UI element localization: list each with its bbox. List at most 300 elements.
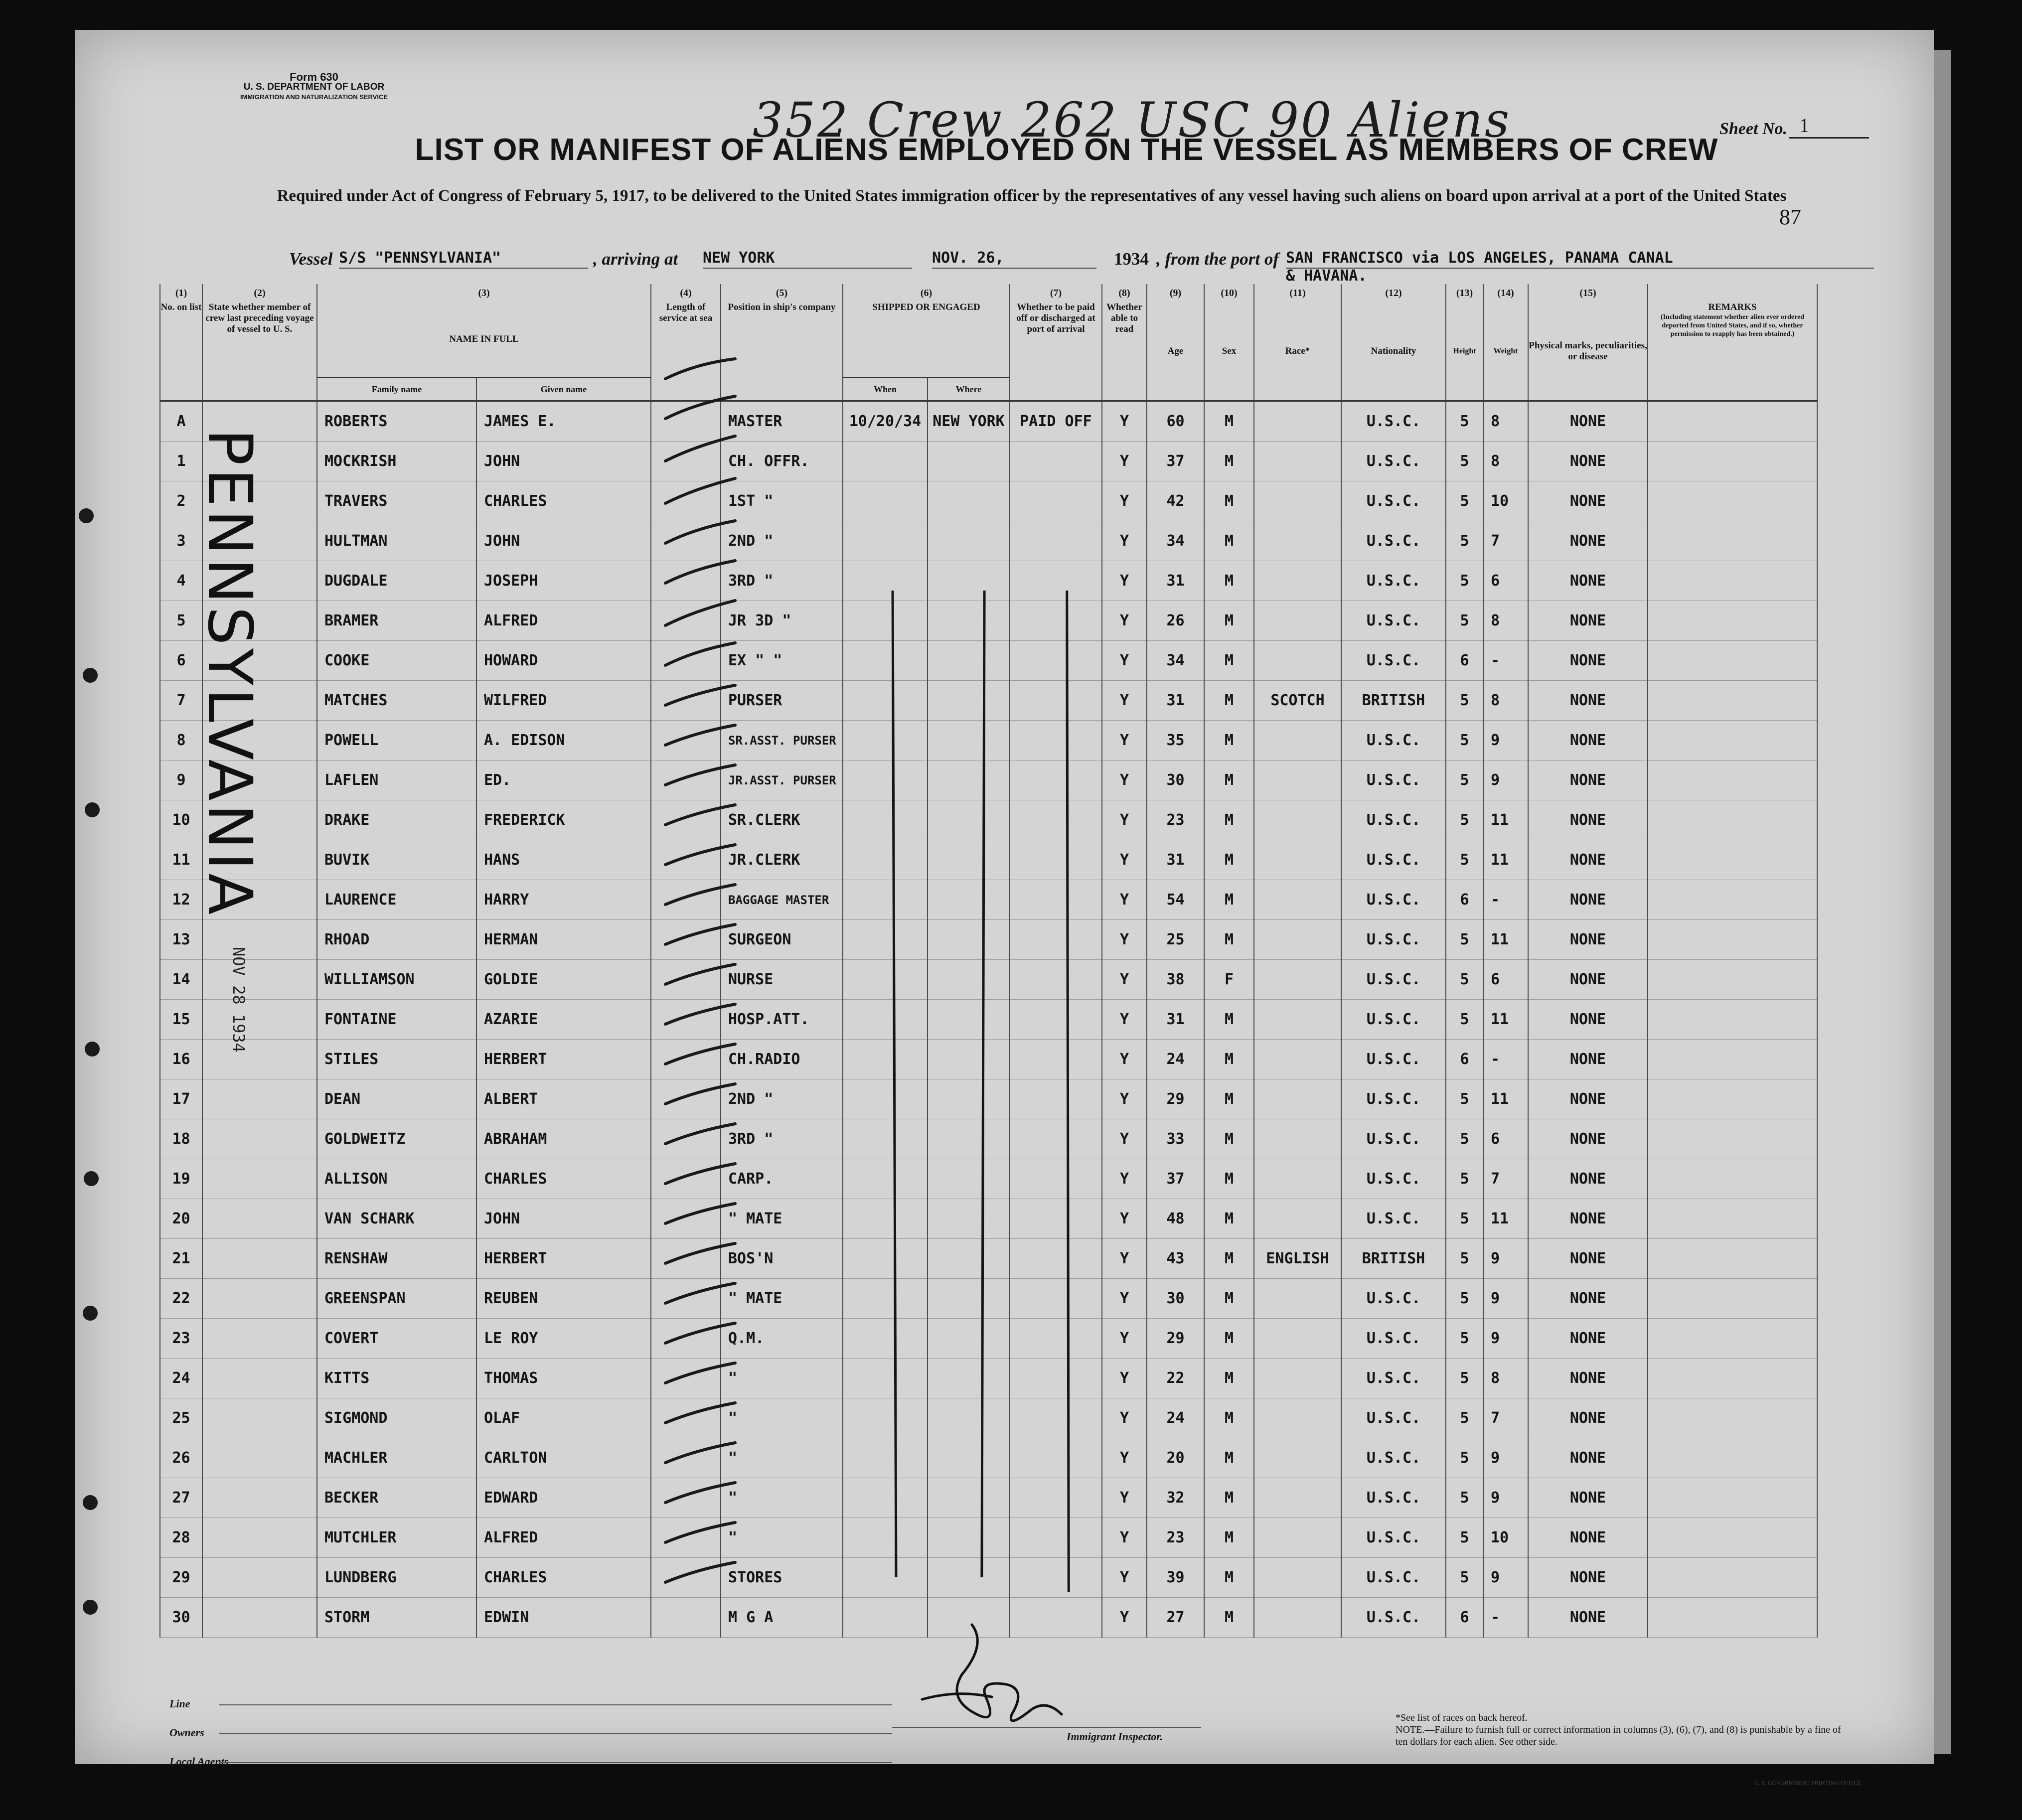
weight: 9: [1483, 1279, 1528, 1319]
header-family-name: Family name: [317, 378, 476, 401]
crew-no: 8: [160, 721, 202, 760]
family-name: MACHLER: [317, 1438, 476, 1478]
remarks: [1648, 1119, 1817, 1159]
position: 3RD ": [721, 1119, 843, 1159]
nationality: U.S.C.: [1341, 1159, 1446, 1199]
shipped-when: [843, 840, 928, 880]
shipped-where: [928, 1000, 1010, 1040]
weight: 9: [1483, 1478, 1528, 1518]
age: 31: [1147, 840, 1204, 880]
physical-marks: NONE: [1528, 1478, 1648, 1518]
col-num: (10): [1204, 284, 1254, 302]
able-read: Y: [1102, 800, 1147, 840]
position: 2ND ": [721, 521, 843, 561]
remarks: [1648, 521, 1817, 561]
height: 6: [1446, 880, 1483, 920]
crew-no: 7: [160, 681, 202, 721]
nationality: U.S.C.: [1341, 1040, 1446, 1079]
weight: 9: [1483, 760, 1528, 800]
crew-row: [160, 561, 1817, 601]
given-name: OLAF: [476, 1398, 651, 1438]
shipped-when: [843, 1119, 928, 1159]
family-name: DUGDALE: [317, 561, 476, 601]
crew-row: [160, 1199, 1817, 1239]
age: 48: [1147, 1199, 1204, 1239]
sex: M: [1204, 920, 1254, 960]
given-name: JAMES E.: [476, 401, 651, 442]
weight: 7: [1483, 1398, 1528, 1438]
race: [1254, 1199, 1341, 1239]
age: 30: [1147, 1279, 1204, 1319]
shipped-where: [928, 641, 1010, 681]
punch-hole: [83, 668, 98, 683]
crew-row: [160, 760, 1817, 800]
shipped-when: [843, 1438, 928, 1478]
state-whether: [202, 1239, 317, 1279]
sex: M: [1204, 521, 1254, 561]
state-whether: [202, 1199, 317, 1239]
service: IMMIGRATION AND NATURALIZATION SERVICE: [240, 93, 388, 101]
crew-row: [160, 960, 1817, 1000]
remarks: [1648, 1239, 1817, 1279]
crew-table-body: [160, 401, 1817, 1638]
crew-row: [160, 481, 1817, 521]
given-name: LE ROY: [476, 1319, 651, 1359]
service-tick-marks: [660, 349, 740, 1625]
state-whether: [202, 1079, 317, 1119]
position: ": [721, 1438, 843, 1478]
height: 5: [1446, 920, 1483, 960]
family-name: COOKE: [317, 641, 476, 681]
position: JR 3D ": [721, 601, 843, 641]
shipped-where: [928, 521, 1010, 561]
position: Q.M.: [721, 1319, 843, 1359]
punch-hole: [83, 1600, 98, 1615]
age: 37: [1147, 442, 1204, 481]
paid-off: [1010, 920, 1102, 960]
crew-row: [160, 641, 1817, 681]
shipped-where: [928, 920, 1010, 960]
sex: M: [1204, 641, 1254, 681]
crew-row: [160, 601, 1817, 641]
age: 43: [1147, 1239, 1204, 1279]
given-name: HOWARD: [476, 641, 651, 681]
shipped-when: [843, 1558, 928, 1598]
shipped-where: [928, 1239, 1010, 1279]
height: 5: [1446, 1518, 1483, 1558]
physical-marks: NONE: [1528, 1558, 1648, 1598]
remarks-title: REMARKS: [1708, 302, 1757, 312]
crew-row: [160, 1319, 1817, 1359]
remarks: [1648, 721, 1817, 760]
crew-manifest-table: [159, 284, 1818, 1638]
age: 32: [1147, 1478, 1204, 1518]
nationality: U.S.C.: [1341, 442, 1446, 481]
given-name: ALFRED: [476, 601, 651, 641]
able-read: Y: [1102, 1319, 1147, 1359]
weight: 7: [1483, 521, 1528, 561]
nationality: U.S.C.: [1341, 1518, 1446, 1558]
nationality: U.S.C.: [1341, 1359, 1446, 1398]
sex: M: [1204, 1518, 1254, 1558]
crew-row: [160, 1438, 1817, 1478]
weight: 7: [1483, 1159, 1528, 1199]
crew-row: [160, 681, 1817, 721]
weight: 11: [1483, 1199, 1528, 1239]
age: 42: [1147, 481, 1204, 521]
race: [1254, 1000, 1341, 1040]
height: 5: [1446, 1239, 1483, 1279]
paid-off: [1010, 840, 1102, 880]
col-num: (12): [1341, 284, 1446, 302]
able-read: Y: [1102, 1438, 1147, 1478]
position: PURSER: [721, 681, 843, 721]
height: 6: [1446, 1598, 1483, 1638]
state-whether: [202, 1279, 317, 1319]
state-whether: [202, 1319, 317, 1359]
remarks: [1648, 840, 1817, 880]
given-name: FREDERICK: [476, 800, 651, 840]
weight: 8: [1483, 681, 1528, 721]
race: [1254, 800, 1341, 840]
shipped-where: [928, 1518, 1010, 1558]
family-name: MATCHES: [317, 681, 476, 721]
age: 34: [1147, 641, 1204, 681]
paid-off: [1010, 960, 1102, 1000]
sex: M: [1204, 1040, 1254, 1079]
age: 54: [1147, 880, 1204, 920]
shipped-where: [928, 681, 1010, 721]
able-read: Y: [1102, 920, 1147, 960]
from-port: SAN FRANCISCO via LOS ANGELES, PANAMA CANAL: [1286, 249, 1874, 269]
owners-label: Owners: [169, 1726, 204, 1739]
height: 5: [1446, 1558, 1483, 1598]
punch-hole: [83, 1495, 98, 1510]
age: 34: [1147, 521, 1204, 561]
able-read: Y: [1102, 1279, 1147, 1319]
crew-row: [160, 840, 1817, 880]
position: STORES: [721, 1558, 843, 1598]
shipped-where: [928, 800, 1010, 840]
position: JR.CLERK: [721, 840, 843, 880]
family-name: ROBERTS: [317, 401, 476, 442]
crew-no: 6: [160, 641, 202, 681]
column-header-row: [160, 302, 1817, 378]
crew-row: [160, 721, 1817, 760]
able-read: Y: [1102, 1398, 1147, 1438]
subtitle: Required under Act of Congress of February 5, 1917, to be delivered to the United States immigration officer by the representatives of any vessel having such aliens on board upon arrival at a port of the United States: [277, 187, 1787, 205]
age: 26: [1147, 601, 1204, 641]
position: 2ND ": [721, 1079, 843, 1119]
able-read: Y: [1102, 1159, 1147, 1199]
height: 5: [1446, 721, 1483, 760]
remarks: [1648, 760, 1817, 800]
remarks: [1648, 1079, 1817, 1119]
crew-no: 30: [160, 1598, 202, 1638]
col-num: (15): [1528, 284, 1648, 302]
punch-hole: [85, 1042, 100, 1057]
nationality: U.S.C.: [1341, 401, 1446, 442]
able-read: Y: [1102, 1040, 1147, 1079]
physical-marks: NONE: [1528, 880, 1648, 920]
crew-no: 27: [160, 1478, 202, 1518]
race: [1254, 1319, 1341, 1359]
crew-no: 3: [160, 521, 202, 561]
race: [1254, 1438, 1341, 1478]
family-name: COVERT: [317, 1319, 476, 1359]
remarks: [1648, 481, 1817, 521]
state-whether: [202, 960, 317, 1000]
race: [1254, 1119, 1341, 1159]
given-name: HANS: [476, 840, 651, 880]
able-read: Y: [1102, 1598, 1147, 1638]
height: 5: [1446, 1279, 1483, 1319]
header-sex: Sex: [1204, 302, 1254, 401]
nationality: U.S.C.: [1341, 1279, 1446, 1319]
physical-marks: NONE: [1528, 800, 1648, 840]
given-name: JOHN: [476, 442, 651, 481]
physical-marks: NONE: [1528, 1040, 1648, 1079]
shipped-when: [843, 442, 928, 481]
family-name: RHOAD: [317, 920, 476, 960]
weight: 11: [1483, 1079, 1528, 1119]
race: [1254, 1359, 1341, 1398]
race: [1254, 561, 1341, 601]
physical-marks: NONE: [1528, 442, 1648, 481]
remarks: [1648, 1359, 1817, 1398]
date-stamp: NOV 28 1934: [229, 947, 248, 1053]
race: [1254, 481, 1341, 521]
sex: M: [1204, 1079, 1254, 1119]
crew-row: [160, 1518, 1817, 1558]
age: 35: [1147, 721, 1204, 760]
race: [1254, 960, 1341, 1000]
paid-off: [1010, 1199, 1102, 1239]
height: 5: [1446, 800, 1483, 840]
race: [1254, 1079, 1341, 1119]
col-num: (5): [721, 284, 843, 302]
sex: M: [1204, 800, 1254, 840]
age: 38: [1147, 960, 1204, 1000]
shipped-when: [843, 920, 928, 960]
race: [1254, 442, 1341, 481]
nationality: BRITISH: [1341, 681, 1446, 721]
from-port-cont: & HAVANA.: [1286, 267, 1367, 285]
physical-marks: NONE: [1528, 760, 1648, 800]
state-whether: [202, 1478, 317, 1518]
weight: 10: [1483, 1518, 1528, 1558]
race: [1254, 401, 1341, 442]
shipped-where: [928, 760, 1010, 800]
family-name: LAURENCE: [317, 880, 476, 920]
paid-off: [1010, 601, 1102, 641]
crew-row: [160, 1119, 1817, 1159]
nationality: U.S.C.: [1341, 760, 1446, 800]
footnote-races: *See list of races on back hereof.: [1396, 1712, 1528, 1723]
physical-marks: NONE: [1528, 1079, 1648, 1119]
remarks: [1648, 1478, 1817, 1518]
position: SR.CLERK: [721, 800, 843, 840]
paid-off: [1010, 1119, 1102, 1159]
crew-row: [160, 1040, 1817, 1079]
sex: M: [1204, 840, 1254, 880]
shipped-where: [928, 1119, 1010, 1159]
remarks: [1648, 1518, 1817, 1558]
paid-off: [1010, 721, 1102, 760]
remarks: [1648, 561, 1817, 601]
shipped-where: [928, 561, 1010, 601]
height: 5: [1446, 521, 1483, 561]
given-name: JOHN: [476, 1199, 651, 1239]
sex: M: [1204, 1119, 1254, 1159]
weight: 6: [1483, 1119, 1528, 1159]
crew-no: 5: [160, 601, 202, 641]
crew-no: 25: [160, 1398, 202, 1438]
sheet-number: 1: [1789, 114, 1869, 139]
age: 24: [1147, 1040, 1204, 1079]
position: ": [721, 1359, 843, 1398]
vessel-label: Vessel: [289, 249, 333, 269]
header-position: Position in ship's company: [721, 302, 843, 401]
position: ": [721, 1518, 843, 1558]
punch-hole: [83, 1306, 98, 1321]
remarks-note: (Including statement whether alien ever ordered deported from United States, and if so, whether permission to reapply has been obtained.): [1660, 313, 1805, 338]
given-name: THOMAS: [476, 1359, 651, 1398]
position: M G A: [721, 1598, 843, 1638]
position: BAGGAGE MASTER: [721, 880, 843, 920]
weight: 9: [1483, 1438, 1528, 1478]
inspector-signature: [912, 1615, 1101, 1744]
weight: 11: [1483, 920, 1528, 960]
height: 5: [1446, 1398, 1483, 1438]
shipped-where: [928, 442, 1010, 481]
state-whether: [202, 1438, 317, 1478]
header-height: Height: [1446, 302, 1483, 401]
able-read: Y: [1102, 840, 1147, 880]
nationality: BRITISH: [1341, 1239, 1446, 1279]
paid-off: [1010, 1239, 1102, 1279]
line-label: Line: [169, 1697, 190, 1710]
sex: M: [1204, 1279, 1254, 1319]
given-name: JOHN: [476, 521, 651, 561]
given-name: ABRAHAM: [476, 1119, 651, 1159]
shipped-where: [928, 1159, 1010, 1199]
shipped-when: [843, 641, 928, 681]
page-mark: 87: [1779, 205, 1801, 229]
paid-off: [1010, 1518, 1102, 1558]
height: 5: [1446, 1079, 1483, 1119]
remarks: [1648, 1558, 1817, 1598]
race: [1254, 1558, 1341, 1598]
able-read: Y: [1102, 681, 1147, 721]
physical-marks: NONE: [1528, 681, 1648, 721]
paid-off: PAID OFF: [1010, 401, 1102, 442]
crew-no: 9: [160, 760, 202, 800]
paid-off: [1010, 1438, 1102, 1478]
header-nationality: Nationality: [1341, 302, 1446, 401]
sex: M: [1204, 760, 1254, 800]
remarks: [1648, 880, 1817, 920]
footnote: [1396, 1712, 1844, 1748]
remarks: [1648, 641, 1817, 681]
shipped-where: [928, 721, 1010, 760]
inspector-rule: [892, 1727, 1201, 1728]
able-read: Y: [1102, 1478, 1147, 1518]
race: [1254, 880, 1341, 920]
shipped-when: [843, 521, 928, 561]
crew-no: 15: [160, 1000, 202, 1040]
shipped-when: [843, 1359, 928, 1398]
weight: -: [1483, 1040, 1528, 1079]
crew-row: [160, 401, 1817, 442]
paid-off: [1010, 1040, 1102, 1079]
shipped-when: [843, 1079, 928, 1119]
col-num: (3): [317, 284, 651, 302]
state-whether: [202, 1598, 317, 1638]
position: ": [721, 1478, 843, 1518]
nationality: U.S.C.: [1341, 960, 1446, 1000]
height: 6: [1446, 1040, 1483, 1079]
race: [1254, 1398, 1341, 1438]
height: 5: [1446, 1119, 1483, 1159]
remarks: [1648, 1000, 1817, 1040]
weight: 9: [1483, 1319, 1528, 1359]
family-name: HULTMAN: [317, 521, 476, 561]
crew-no: 26: [160, 1438, 202, 1478]
given-name: HERBERT: [476, 1040, 651, 1079]
able-read: Y: [1102, 401, 1147, 442]
height: 5: [1446, 401, 1483, 442]
paid-off: [1010, 641, 1102, 681]
physical-marks: NONE: [1528, 1000, 1648, 1040]
crew-no: 29: [160, 1558, 202, 1598]
crew-row: [160, 1239, 1817, 1279]
paid-off: [1010, 1319, 1102, 1359]
sex: M: [1204, 1159, 1254, 1199]
shipped-where: [928, 1359, 1010, 1398]
shipped-when: 10/20/34: [843, 401, 928, 442]
crew-no: 14: [160, 960, 202, 1000]
family-name: RENSHAW: [317, 1239, 476, 1279]
physical-marks: NONE: [1528, 641, 1648, 681]
col-num: (8): [1102, 284, 1147, 302]
col-num: (4): [651, 284, 721, 302]
physical-marks: NONE: [1528, 561, 1648, 601]
shipped-when: [843, 1000, 928, 1040]
header-state-whether: State whether member of crew last preceding voyage of vessel to U. S.: [202, 302, 317, 401]
col-num: (11): [1254, 284, 1341, 302]
position: JR.ASST. PURSER: [721, 760, 843, 800]
family-name: BRAMER: [317, 601, 476, 641]
nationality: U.S.C.: [1341, 481, 1446, 521]
position: CARP.: [721, 1159, 843, 1199]
crew-no: 19: [160, 1159, 202, 1199]
arrival-port: NEW YORK: [703, 249, 912, 269]
shipped-where: [928, 880, 1010, 920]
given-name: ALBERT: [476, 1079, 651, 1119]
height: 5: [1446, 1438, 1483, 1478]
able-read: Y: [1102, 1000, 1147, 1040]
height: 5: [1446, 442, 1483, 481]
shipped-when: [843, 760, 928, 800]
crew-no: 12: [160, 880, 202, 920]
agents-label: Local Agents: [169, 1755, 229, 1768]
family-name: STORM: [317, 1598, 476, 1638]
shipped-where: [928, 1079, 1010, 1119]
crew-no: 10: [160, 800, 202, 840]
shipped-when: [843, 960, 928, 1000]
paid-off: [1010, 1398, 1102, 1438]
